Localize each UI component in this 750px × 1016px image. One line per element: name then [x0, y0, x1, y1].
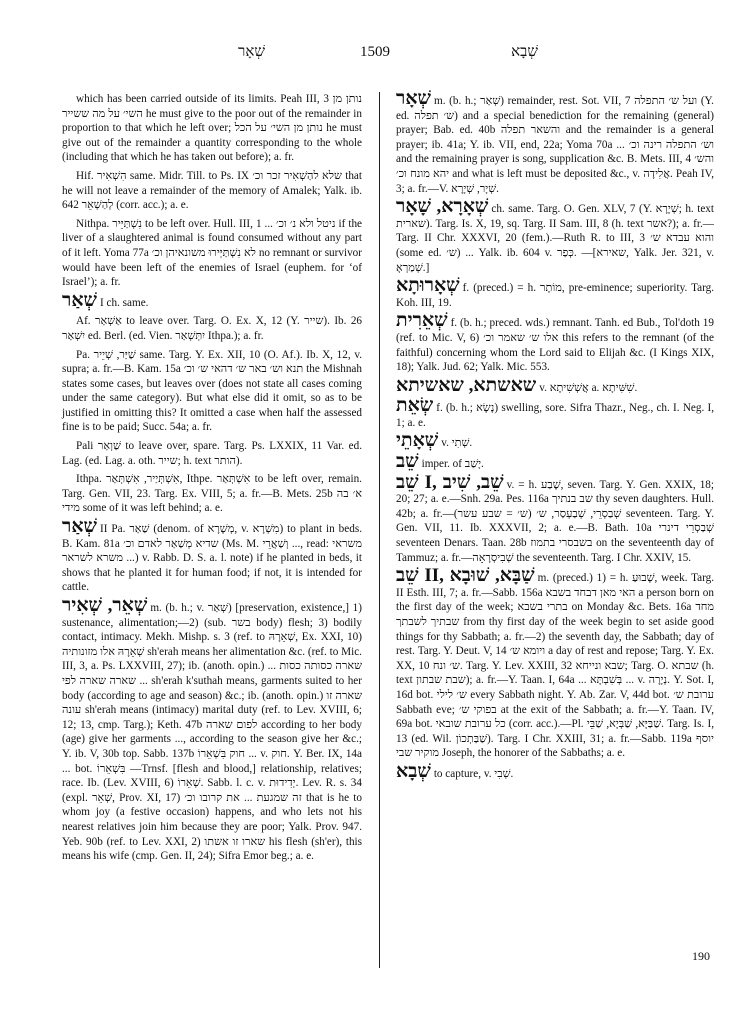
dictionary-entry — [396, 374, 714, 396]
left-column — [62, 92, 362, 868]
entry-headword: שְׁאֵרִית — [396, 310, 448, 332]
dictionary-entry — [396, 275, 714, 310]
entry-headword: שאשתא, שאשיתא — [396, 374, 537, 396]
entry-text: which has been carried outside of its limits. Peah III, 3 נותן מן השי׳ על מה ששייר he must give to the poor out of the remainder in proportion to that which he left over; נותן מן השי׳ על הכל he must give out of the remainder a quantity corresponding to the whole (including that which he has taken out before); a. fr. — [62, 93, 362, 164]
entry-headword: שֵׁב I, שֵׁב, שִׁיב — [396, 471, 504, 493]
signature-mark: 190 — [692, 949, 710, 963]
dictionary-entry — [396, 395, 715, 430]
entry-headword: שְׁבָא — [396, 760, 431, 782]
dictionary-entry — [62, 314, 362, 343]
entry-text: imper. of יָשַׁב. — [421, 458, 484, 471]
dictionary-entry — [396, 565, 715, 761]
dictionary-entry — [396, 196, 715, 275]
entry-text: to capture, v. שְׁבִי. — [433, 767, 514, 780]
entry-text: II Pa. שַׁאַר (denom. of מְשָׁרָא, v. מִשְׁרָא) to plant in beds. B. Kam. 81a שדיא מְשַׁאַר לאדם וכ׳ (Ms. M. וְשַׁאֲרֵי ..., read: משראי ... משרא לשראר) v. Rabb. D. S. a. l. note) if he planted in beds, it shows that he planted it for human food; if not, it is intended for cattle. — [62, 523, 362, 594]
entry-text: Af. אַשְׁאַר to leave over. Targ. O. Ex. X, 12 (Y. שייר). Ib. 26 יִשְׁאַר ed. Berl. (ed. Vien. יִתְּשְׁאַר Ithpa.); a. fr. — [62, 315, 363, 342]
page-header — [62, 44, 688, 68]
entry-text: Hif. הִשְׁאִיר same. Midr. Till. to Ps. IX שלא להַשְׁאִיר זכר וכ׳ that he will not leave a remainder of the memory of Amalek; Yalk. ib. 642 לְהַשְׁאֵר (corr. acc.); a. e. — [62, 169, 362, 212]
entry-text: Nithpa. נִשְׁתַּיֵּיר to be left over. Hull. III, 1 ... ניטל ולא נ׳ וכ׳ if the liver of a slaughtered animal is found consumed without any part of it left. Yoma 77a לא נִשְׁתַּיְּירוּ משונאיהן וכ׳ no remnant or survivor would have been left of the enemies of Israel (euphem. for ‘of Israel’); a. fr. — [62, 217, 362, 289]
header-right-guideword: שְׁבָא — [511, 44, 538, 60]
entry-headword: שְׁאַר — [62, 516, 97, 538]
entry-text: f. (preced.) = h. מוֹתָר, pre-eminence; superiority. Targ. Koh. III, 19. — [396, 282, 714, 309]
right-column — [396, 88, 715, 786]
header-left-guideword: שְׁאָר — [238, 44, 265, 60]
entry-headword: שְׁאָר — [396, 88, 431, 109]
entry-headword: שְׁאֵר, שְׁאִיר — [62, 595, 148, 616]
entry-text: I ch. same. — [100, 296, 149, 309]
entry-text: m. (b. h.; שְׁאַר) remainder, rest. Sot. VII, 7 ועל ש׳ התפלה (Y. ed. ש׳ תפלה) and a special benediction for the remaining (general) prayer; Bab. ed. 40b והשאר תפלה and the remainder is a general prayer; ib. 41a; Y. ib. VII, end, 22a; Yoma 70a ... וש׳ התפלה רינה וכ׳ and the remaining prayer is song, supplication &c. B. Mets. III, 4 והש׳ יהא מונח וכ׳ and what is left must be deposited &c., v. אֲלִידָה. Peah IV, 3; a. fr.—V. שְׁיָר, שְׁיָרָא. — [396, 95, 715, 195]
dictionary-entry — [62, 348, 362, 436]
dictionary-entry — [396, 310, 714, 374]
entry-text: m. (b. h.; v. שְׁאַר) [preservation, existence,] 1) sustenance, alimentation;—2) (sub. בשר body) flesh; 3) bodily contact, intimacy. Mekh. Mishp. s. 3 (ref. to שְׁאֵרָהּ, Ex. XXI, 10) שְׁאֵרָהּ אלו מזונותיה sh'erah means her alimentation &c. (ref. to Mic. III, 3, a. Ps. LXXVIII, 27); ib. (anoth. opin.) ... שארה כסותה כסות ... שארה שארה לפי sh'erah k'suthah means, garments suited to her body (according to age and season) &c.; ib. (anoth. opin.) שארה זו עונה sh'erah means (intimacy) marital duty (ref. to Lev. XVIII, 6; 12; 13, cmp. Targ.); Keth. 47b לפום שארה according to her body (age) give her garments ..., according to the season give her &c.; Y. ib. V, 30b top. Sabb. 137b חוק בִּשְׁאֵרוֹ ... v. חוק. Y. Ber. IX, 14a ... bot. בִּשְׁאֵרוֹ —Trnsf. [flesh and blood,] relationship, relatives; race. Ib. (Lev. XVIII, 6) שְׁאֵרוֹ. Sabb. l. c. v. יְדִידוּת. Lev. R. s. 34 (expl. שְׁאֵר, Prov. XI, 17) זה שמגעת ... את קרובו וכ׳ that is he to whom joy (a festive occasion) happens, and who lets not his nearest relatives join him because they are poor; Yalk. Prov. 947. Yeb. 90b (ref. to Lev. XXI, 2) שארו זו אשתו his flesh (sh'er), this means his wife (cmp. Gen. II, 24); Sifra Emor beg.; a. e. — [62, 602, 363, 863]
dictionary-entry — [396, 760, 714, 782]
entry-headword: שְׁאָתֵי — [396, 430, 439, 452]
entry-text: f. (b. h.; preced. wds.) remnant. Tanh. ed Bub., Tol'doth 19 (ref. to Mic. V, 6) אלו ש׳ שאמר וכ׳ this refers to the remnant (of the faithful) concerning whom the Lord said to Elijah &c. (I Kings XIX, 18); Yalk. Jud. 62; Yalk. Mic. 553. — [396, 317, 714, 374]
entry-text: Pali שַׁוְאַר to leave over, spare. Targ. Ps. LXXIX, 11 Var. ed. Lag. (ed. Lag. a. oth. שייר; h. text הותר). — [62, 440, 362, 467]
dictionary-entry — [396, 471, 715, 566]
entry-text: m. (preced.) 1) = h. שָׁבוּעַ, week. Targ. II Esth. III, 7; a. fr.—Sabb. 156a האי מאן דבחד בשבא a person born on the first day of the week; בתרי בשבא on Monday &c. Bets. 16a מחד שבתיך לשבתך from thy first day of the week begin to set aside good things for thy Sabbath; a. fr.—2) the seventh day, the Sabbath; day of rest. Targ. Y. Deut. V, 14 ויומא ש׳ a day of rest and repose; Targ. Y. Ex. XX, 10 ש׳ ונח. Targ. Y. Lev. XXIII, 32 שבא ונייחא; Targ. O. שבתא (h. text שבת שבתון); a. fr.—Y. Taan. I, 64a ... בְּשִׁבְתָּא ... v. נְיָרָה. Y. Sot. I, 16d bot. ש׳ לילי every Sabbath night. Y. Ab. Zar. V, 44d bot. ערובת ש׳ Sabbath eve; בפוקי ש׳ at the exit of the Sabbath; a. fr.—Y. Taan. IV, 69a bot. כל ערובת שובאי (corr. acc.).—Pl. שַׁבַּיָּא, שַׁבְּיָא, שַׁבֵּי. Targ. Is. I, 13 (ed. Wil. שַׁבַּתְכוֹן). Targ. I Chr. XXIII, 31; a. fr.—Sabb. 119a יוסף מוקיר שבי Joseph, the honorer of the Sabbaths; a. e. — [396, 572, 715, 760]
entry-text: Pa. שַׁיַּר, שְׁיֵיר same. Targ. Y. Ex. XII, 10 (O. Af.). Ib. X, 12, v. supra; a. fr.—B. Kam. 15a תנא וש׳ באר ש׳ דהאי ש׳ וכ׳ the Mishnah states some cases, but leaves over (does not state all cases coming under the same category). But what else did it omit, so as to be justified in omitting this? It omitted a case when half the assessed fine is to be paid; Succ. 54a; a. fr. — [62, 348, 362, 434]
entry-text: Ithpa. אִשְׁתְּיַיר, אִשְׁתְּאַר, Ithpe. אִשְׁתְּאַר to be left over, remain. Targ. Gen. VII, 23. Targ. Ex. VIII, 5; a. fr.—B. Mets. 25b א׳ בה מידי some of it was left behind; a. e. — [62, 473, 363, 515]
page-number: 1509 — [360, 44, 390, 60]
dictionary-entry — [62, 472, 362, 516]
entry-headword: שֵׁב — [396, 451, 419, 473]
dictionary-entry — [62, 289, 362, 311]
entry-headword: שְׁאָרוּתָא — [396, 275, 460, 297]
entry-text: f. (b. h.; נָשָׂא) swelling, sore. Sifra Thazr., Neg., ch. I. Neg. I, 1; a. e. — [396, 402, 715, 429]
dictionary-entry — [62, 595, 363, 864]
dictionary-entry — [62, 516, 362, 595]
entry-text: ch. same. Targ. O. Gen. XLV, 7 (Y. שְׁיָרָא; h. text שארית). Targ. Is. X, 19, sq. Targ. II Sam. III, 8 (h. text אשר?); a. fr.—Targ. II Chr. XXXVI, 20 (fem.).—Ruth R. to III, 3 והוא עבדא ש׳ (some ed. ש׳) ... Yalk. ib. 604 v. כְּפַר. —[שאירא, Yalk. Jer. 321, v. שְׁמַרְאָ.] — [396, 203, 715, 274]
entry-text: v. שְׁתִי. — [441, 437, 473, 450]
dictionary-entry — [62, 169, 362, 213]
dictionary-entry — [396, 451, 714, 473]
dictionary-entry — [396, 88, 715, 196]
entry-text: v. אֲשְׁשִׁיתָא a. שִׁשִּׁיתָא. — [539, 381, 638, 394]
entry-text: v. = h. שֶׁבַע, seven. Targ. Y. Gen. XXIX, 18; 20; 27; a. e.—Snh. 29a. Pes. 116a שב בנתיך thy seven daughters. Hull. 42b; a. fr.—שְׁבַסְרֵי, שְׁבַעְסַר, ש׳ (ש׳ = שבע עשר) seventeen. Targ. Y. Gen. VII, 11. Ib. XXXVII, 2; a. e.—B. Bath. 10a שְׁבַסְרֵי דינרי seventeen Denars. Taan. 28b בשבסרי בתמוז on the seventeenth day of Tammuz; a. fr.—שְׁבִיסְרָאָה the seventeenth. Targ. I Chr. XXIV, 15. — [396, 478, 715, 564]
column-divider — [379, 92, 380, 968]
entry-headword: שְׂאֵת — [396, 395, 434, 417]
entry-headword: שְׁאָרָא, שָׁאָר — [396, 196, 489, 218]
entry-headword: שֵׁב II, שַׁבָּא, שׁוּבָא — [396, 565, 535, 587]
dictionary-entry — [62, 439, 362, 468]
dictionary-entry — [62, 92, 362, 165]
entry-headword: שְׁאַר — [62, 289, 97, 311]
dictionary-entry — [396, 430, 714, 452]
dictionary-entry — [62, 217, 362, 290]
